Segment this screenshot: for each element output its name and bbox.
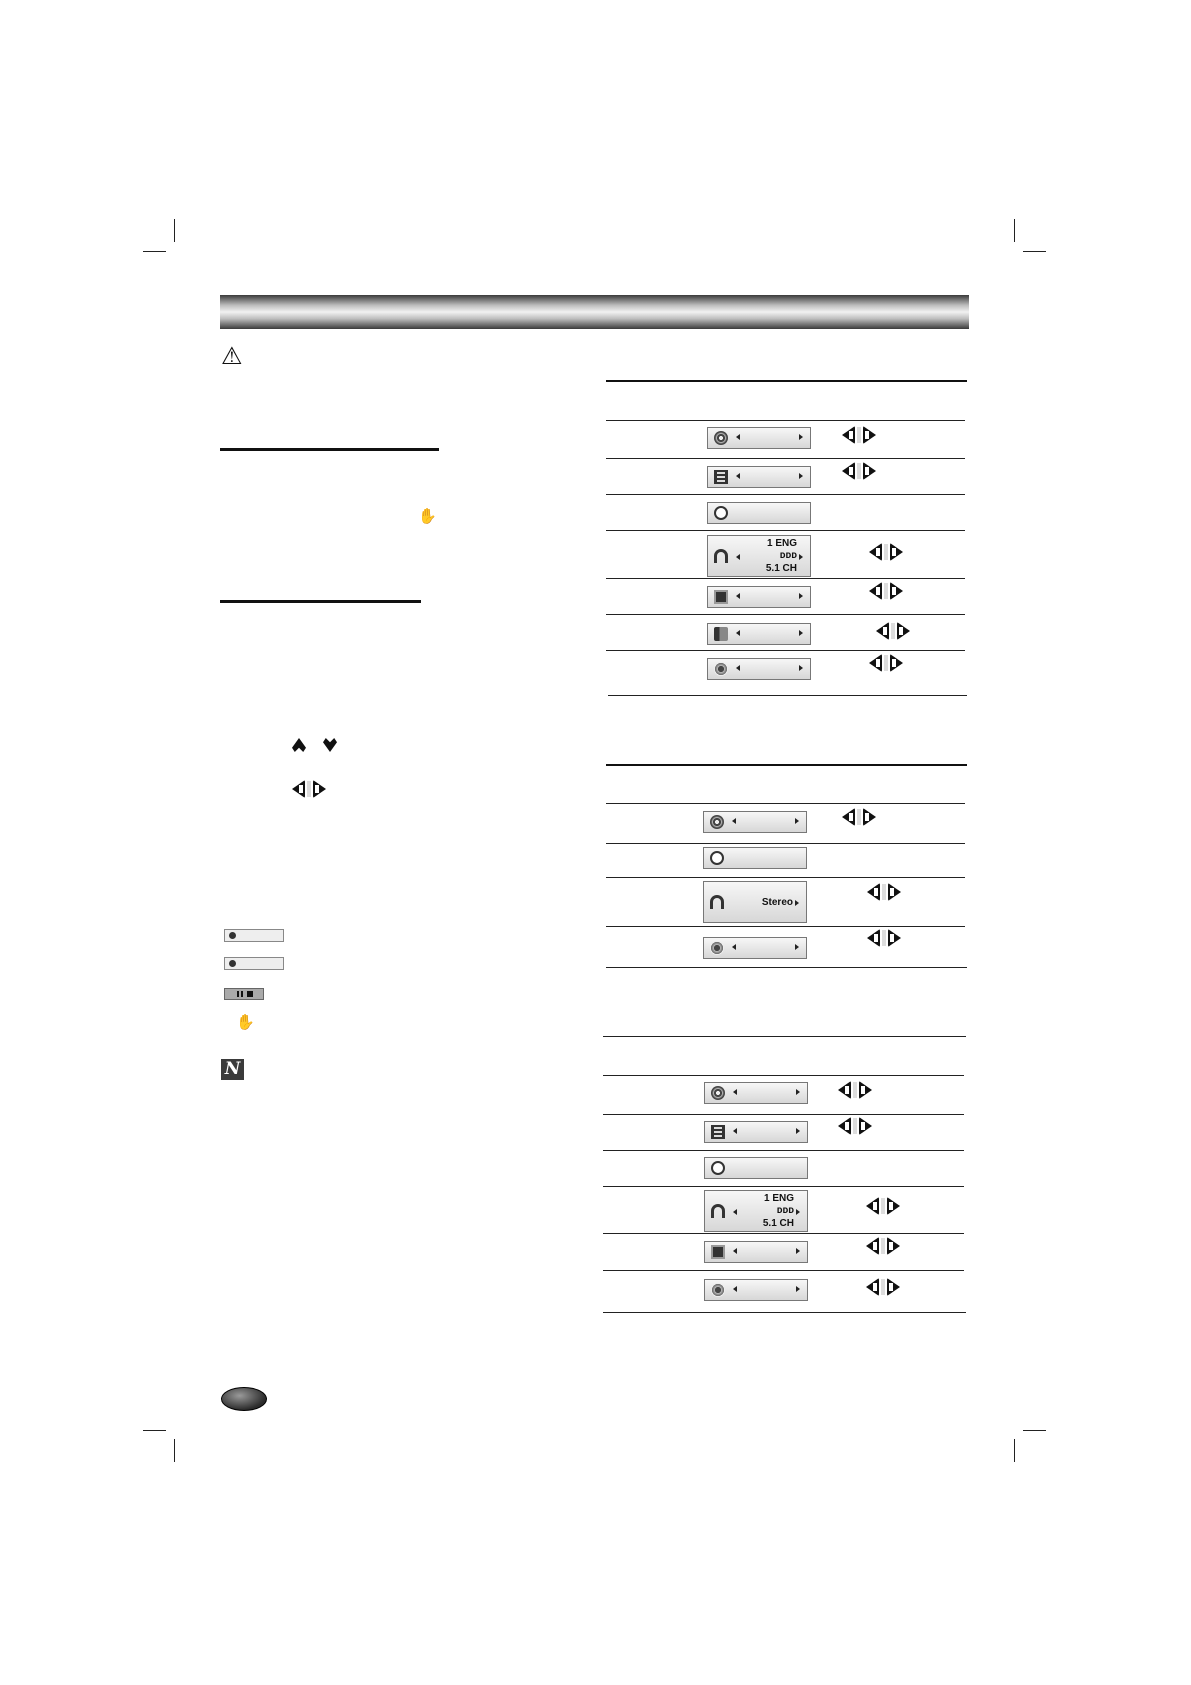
title-icon (711, 1086, 725, 1100)
page-number-badge (221, 1387, 267, 1411)
chapter-icon (711, 1125, 725, 1139)
osd-title-box (707, 427, 811, 449)
up-button-icon (292, 738, 306, 752)
crop-mark-tr-v (1014, 219, 1015, 242)
subtitle-icon (714, 590, 728, 604)
table-3-row-rule (603, 1186, 964, 1187)
hand-icon: ✋ (418, 507, 437, 525)
table-1-row-rule (606, 494, 965, 495)
table-3-top-rule (603, 1036, 966, 1037)
osd-sound-box (707, 658, 811, 680)
angle-icon (714, 627, 728, 641)
table-2-bottom-rule (606, 967, 967, 968)
audio-icon (714, 549, 728, 563)
table-1-top-rule (606, 380, 967, 382)
table-3-bottom-rule (603, 1312, 966, 1313)
subtitle-icon (711, 1245, 725, 1259)
table-3-row-rule (603, 1114, 964, 1115)
left-right-button-icon (876, 622, 910, 642)
note-icon: N (221, 1059, 244, 1080)
audio-channels-text: 5.1 CH (765, 563, 797, 574)
audio-channels-text: 5.1 CH (762, 1218, 794, 1229)
crop-mark-br-v (1014, 1439, 1015, 1462)
resume-icon (224, 929, 284, 942)
table-1-header-rule (606, 420, 965, 421)
pause-stop-icon (224, 988, 264, 1000)
osd-time-box (703, 847, 807, 869)
left-right-button-icon (869, 654, 903, 674)
osd-chapter-box (704, 1121, 808, 1143)
table-2-header-rule (606, 803, 965, 804)
left-right-button-icon (869, 543, 903, 563)
section-rule-1 (220, 448, 439, 451)
osd-audio-box (707, 535, 811, 577)
left-right-button-icon (867, 929, 901, 949)
table-1-row-rule (606, 614, 965, 615)
hand-icon: ✋ (236, 1013, 255, 1031)
crop-mark-bl-h (143, 1430, 166, 1431)
left-right-button-icon (867, 883, 901, 903)
osd-sound-box (703, 937, 807, 959)
osd-angle-box (707, 623, 811, 645)
osd-chapter-box (707, 466, 811, 488)
left-right-button-icon (842, 462, 876, 482)
osd-subtitle-box (707, 586, 811, 608)
crop-mark-tl-v (174, 219, 175, 242)
down-button-icon (323, 738, 337, 752)
sound-icon (714, 662, 728, 676)
left-right-button-icon (838, 1117, 872, 1137)
osd-title-box (704, 1082, 808, 1104)
audio-language-text: 1 ENG (763, 1193, 794, 1204)
osd-time-box (704, 1157, 808, 1179)
table-2-row-rule (606, 843, 965, 844)
audio-channel-icon (710, 895, 724, 909)
audio-format-text: ᴅᴅᴅ (779, 550, 797, 561)
time-icon (710, 851, 724, 865)
left-right-button-icon (292, 780, 326, 800)
time-icon (711, 1161, 725, 1175)
crop-mark-tr-h (1023, 251, 1046, 252)
left-right-button-icon (842, 426, 876, 446)
chapter-icon (714, 470, 728, 484)
osd-subtitle-box (704, 1241, 808, 1263)
sound-icon (710, 941, 724, 955)
table-1-row-rule (606, 458, 965, 459)
left-right-button-icon (838, 1081, 872, 1101)
crop-mark-bl-v (174, 1439, 175, 1462)
table-1-row-rule (606, 530, 965, 531)
audio-stereo-text: Stereo (761, 897, 793, 908)
time-icon (714, 506, 728, 520)
audio-icon (711, 1204, 725, 1218)
table-2-row-rule (606, 926, 965, 927)
table-3-row-rule (603, 1270, 964, 1271)
table-1-bottom-rule (608, 695, 967, 696)
table-2-row-rule (606, 877, 965, 878)
table-1-row-rule (606, 578, 965, 579)
table-3-row-rule (603, 1150, 964, 1151)
osd-time-box (707, 502, 811, 524)
left-right-button-icon (842, 808, 876, 828)
table-2-top-rule (606, 764, 967, 766)
osd-audio-box (704, 1190, 808, 1232)
audio-format-text: ᴅᴅᴅ (776, 1205, 794, 1216)
osd-track-box (703, 811, 807, 833)
left-right-button-icon (866, 1237, 900, 1257)
audio-language-text: 1 ENG (766, 538, 797, 549)
sound-icon (711, 1283, 725, 1297)
warning-icon: ⚠ (221, 342, 243, 370)
title-icon (714, 431, 728, 445)
osd-audio-channel-box (703, 881, 807, 923)
section-rule-2 (220, 600, 421, 603)
track-icon (710, 815, 724, 829)
osd-sound-box (704, 1279, 808, 1301)
table-1-row-rule (606, 650, 965, 651)
header-bar (220, 295, 969, 329)
table-3-row-rule (603, 1233, 964, 1234)
left-right-button-icon (869, 582, 903, 602)
left-right-button-icon (866, 1278, 900, 1298)
table-3-header-rule (603, 1075, 964, 1076)
crop-mark-tl-h (143, 251, 166, 252)
left-right-button-icon (866, 1197, 900, 1217)
resume-icon (224, 957, 284, 970)
crop-mark-br-h (1023, 1430, 1046, 1431)
